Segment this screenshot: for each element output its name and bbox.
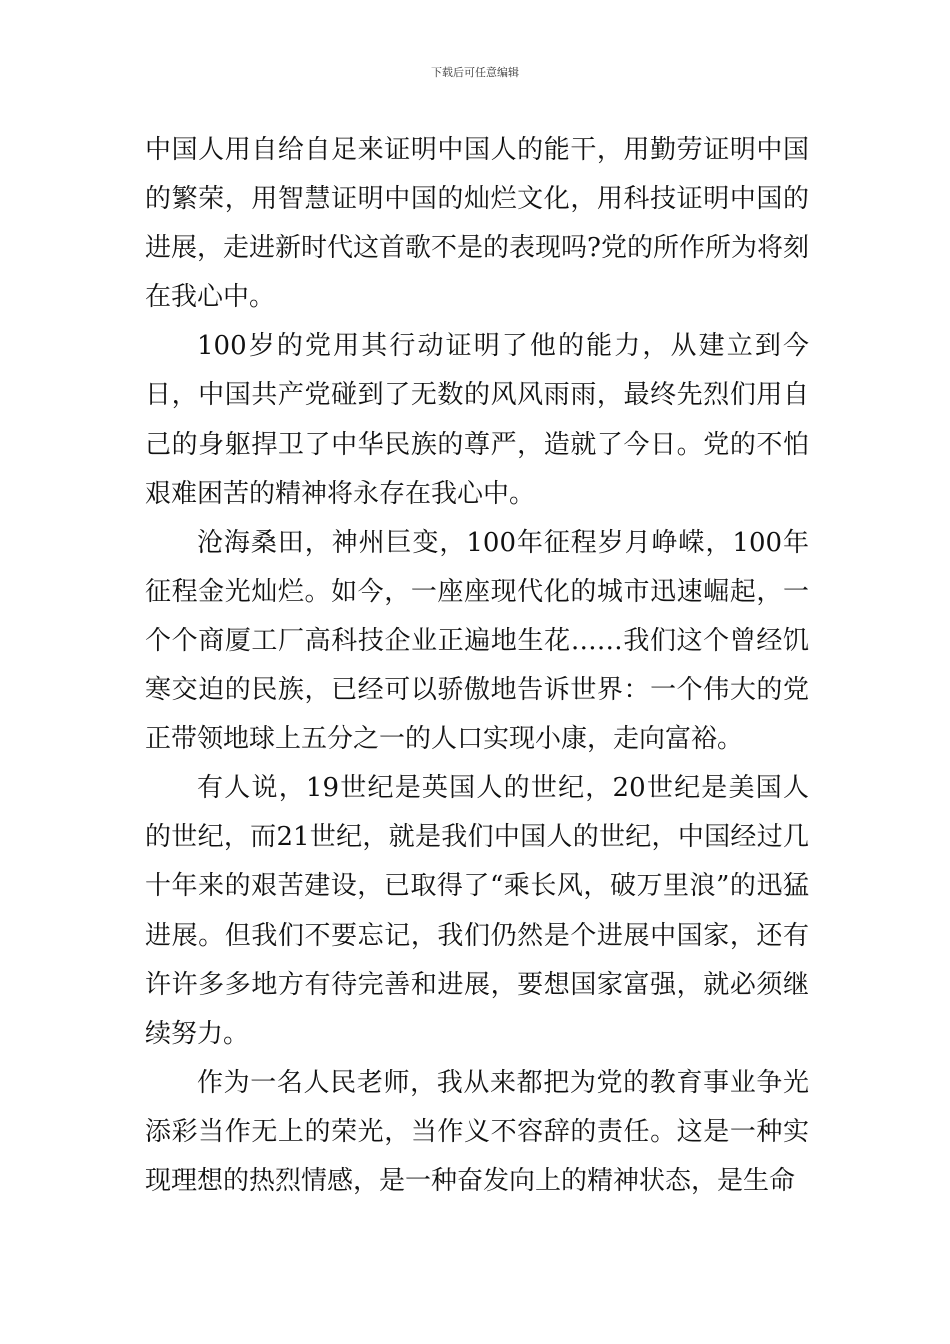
paragraph-1: 中国人用自给自足来证明中国人的能干，用勤劳证明中国的繁荣，用智慧证明中国的灿烂文化，用科技证明中国的进展，走进新时代这首歌不是的表现吗?党的所作所为将刻在我心中。: [145, 135, 809, 313]
paragraph-2: 100岁的党用其行动证明了他的能力，从建立到今日，中国共产党碰到了无数的风风雨雨，最终先烈们用自己的身躯捍卫了中华民族的尊严，造就了今日。党的不怕艰难困苦的精神将永存在我心中。: [145, 331, 809, 509]
paragraph-3: 沧海桑田，神州巨变，100年征程岁月峥嵘，100年征程金光灿烂。如今，一座座现代化的城市迅速崛起，一个个商厦工厂高科技企业正遍地生花……我们这个曾经饥寒交迫的民族，已经可以骄傲地告诉世界：一个伟大的党正带领地球上五分之一的人口实现小康，走向富裕。: [145, 527, 809, 755]
paragraph-5: 作为一名人民老师，我从来都把为党的教育事业争光添彩当作无上的荣光，当作义不容辞的责任。这是一种实现理想的热烈情感，是一种奋发向上的精神状态，是生命: [145, 1067, 809, 1196]
page-header: 下载后可任意编辑: [431, 66, 519, 79]
document-body: [145, 126, 809, 1206]
paragraph-4: 有人说，19世纪是英国人的世纪，20世纪是美国人的世纪，而21世纪，就是我们中国人的世纪，中国经过几十年来的艰苦建设，已取得了“乘长风，破万里浪”的迅猛进展。但我们不要忘记，我们仍然是个进展中国家，还有许许多多地方有待完善和进展，要想国家富强，就必须继续努力。: [145, 773, 809, 1049]
